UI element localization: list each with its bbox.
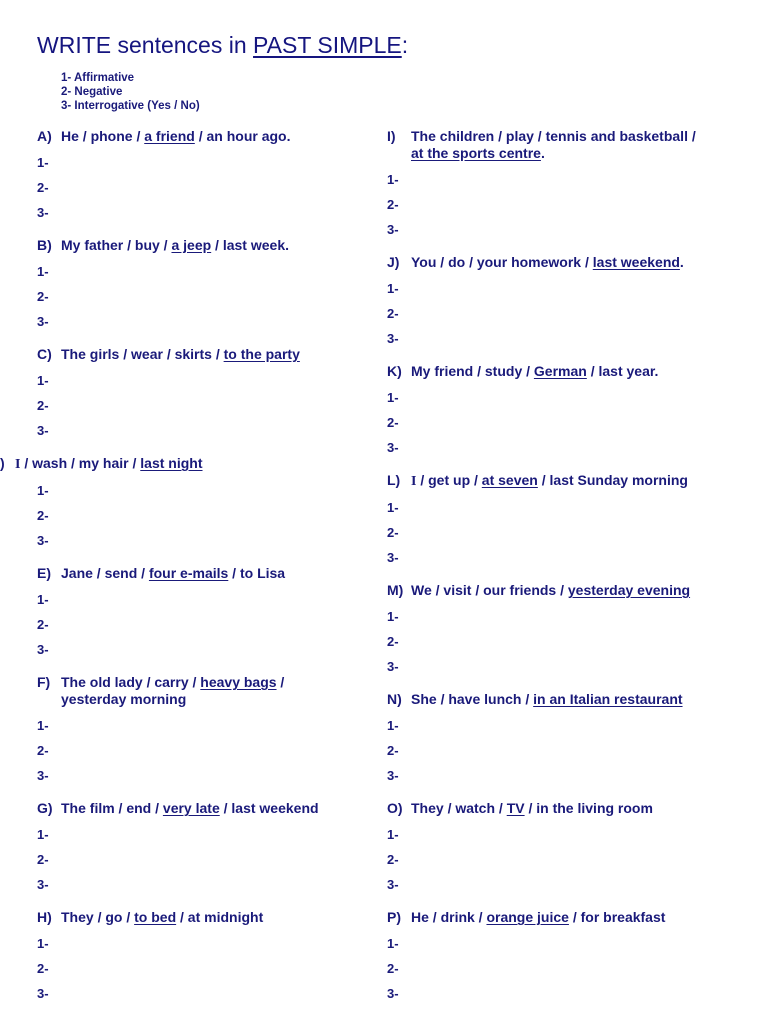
underlined-phrase: at the sports centre (411, 145, 541, 161)
answer-line-label: 2- (387, 961, 399, 976)
answer-line-label: 3- (387, 440, 399, 455)
answer-line-label: 3- (387, 550, 399, 565)
answer-line-label: 3- (387, 659, 399, 674)
prompt-text: I (411, 474, 417, 489)
answer-line-label: 1- (387, 390, 399, 405)
prompt-text: The old lady / carry / (61, 674, 201, 690)
exercise-item (37, 909, 377, 1006)
answer-lines (37, 822, 377, 897)
prompt-text: / last Sunday morning (537, 472, 688, 488)
underlined-phrase: a jeep (171, 237, 212, 253)
exercise-prompt (387, 691, 747, 708)
answer-line-label: 2- (387, 415, 399, 430)
exercise-letter: ) (0, 455, 5, 471)
exercise-item (387, 254, 747, 351)
title-suffix: : (401, 32, 409, 58)
answer-line-label: 3- (37, 986, 49, 1001)
left-column (0, 128, 377, 1018)
answer-line-label: 3- (37, 205, 49, 220)
exercise-letter: G) (37, 800, 53, 816)
underlined-phrase: four e-mails (148, 565, 229, 581)
prompt-text: / last year. (586, 363, 659, 379)
answer-line-label: 2- (37, 180, 49, 195)
answer-line-label: 3- (37, 877, 49, 892)
answer-lines (387, 167, 747, 242)
exercise-letter: H) (37, 909, 52, 925)
answer-lines (387, 495, 747, 570)
prompt-text: They / go / (61, 909, 135, 925)
underlined-phrase: at seven (481, 472, 538, 488)
answer-lines (387, 604, 747, 679)
prompt-text: / last weekend (219, 800, 319, 816)
answer-line-label: 1- (37, 827, 49, 842)
exercise-prompt (387, 472, 747, 490)
exercise-letter: I) (387, 128, 396, 144)
prompt-text: The children / play / tennis and basketball / (411, 128, 696, 144)
underlined-phrase: German (533, 363, 587, 379)
exercise-item (387, 800, 747, 897)
worksheet-title (37, 32, 408, 59)
answer-line-label: 1- (387, 609, 399, 624)
answer-line-label: 1- (37, 483, 49, 498)
exercise-prompt (387, 800, 747, 817)
underlined-phrase: last weekend (592, 254, 680, 270)
prompt-text: We / visit / our friends / (411, 582, 568, 598)
exercise-prompt (37, 909, 377, 926)
prompt-text: My father / buy / (61, 237, 172, 253)
answer-lines (387, 713, 747, 788)
answer-line-label: 1- (387, 281, 399, 296)
answer-line-label: 3- (37, 533, 49, 548)
answer-line-label: 2- (37, 617, 49, 632)
underlined-phrase: to the party (223, 346, 300, 362)
exercise-item (387, 909, 747, 1006)
prompt-text: . (540, 145, 545, 161)
exercise-prompt (37, 800, 377, 817)
answer-lines (387, 276, 747, 351)
answer-line-label: 1- (37, 936, 49, 951)
title-prefix: WRITE sentences in (37, 32, 254, 58)
exercise-letter: A) (37, 128, 52, 144)
answer-line-label: 1- (37, 592, 49, 607)
instructions-list (61, 71, 200, 113)
exercise-item (387, 472, 747, 570)
exercise-item (0, 455, 377, 553)
prompt-text: They / watch / (411, 800, 507, 816)
exercise-prompt (37, 237, 377, 254)
exercise-prompt (387, 909, 747, 926)
exercise-prompt (387, 582, 747, 599)
underlined-phrase: a friend (144, 128, 195, 144)
prompt-text: My friend / study / (411, 363, 534, 379)
exercise-prompt (387, 128, 747, 162)
answer-line-label: 3- (37, 314, 49, 329)
answer-lines (37, 931, 377, 1006)
prompt-text: / last week. (211, 237, 289, 253)
exercise-item (37, 237, 377, 334)
exercise-letter: J) (387, 254, 400, 270)
answer-line-label: 1- (387, 718, 399, 733)
answer-line-label: 3- (37, 642, 49, 657)
prompt-text: Jane / send / (61, 565, 149, 581)
answer-line-label: 1- (37, 373, 49, 388)
exercise-item (387, 582, 747, 679)
exercise-prompt (387, 363, 747, 380)
prompt-text: You / do / your homework / (411, 254, 593, 270)
answer-line-label: 2- (37, 508, 49, 523)
answer-line-label: 3- (387, 331, 399, 346)
exercise-letter: E) (37, 565, 51, 581)
answer-line-label: 1- (387, 500, 399, 515)
prompt-text: / yesterday morning (61, 674, 285, 707)
answer-line-label: 3- (387, 768, 399, 783)
underlined-phrase: very late (162, 800, 220, 816)
exercise-prompt (387, 254, 747, 271)
exercise-item (387, 691, 747, 788)
answer-lines (387, 931, 747, 1006)
exercise-item (37, 800, 377, 897)
prompt-text: / get up / (416, 472, 482, 488)
prompt-text: / to Lisa (228, 565, 286, 581)
exercise-letter: M) (387, 582, 404, 598)
underlined-phrase: in an Italian restaurant (533, 691, 683, 707)
exercise-item (37, 346, 377, 443)
answer-line-label: 3- (387, 986, 399, 1001)
exercise-item (37, 565, 377, 662)
answer-line-label: 3- (37, 768, 49, 783)
answer-line-label: 3- (387, 877, 399, 892)
answer-line-label: 2- (387, 306, 399, 321)
answer-lines (37, 587, 377, 662)
exercise-letter: P) (387, 909, 401, 925)
answer-line-label: 1- (387, 827, 399, 842)
answer-line-label: 2- (37, 852, 49, 867)
answer-lines (387, 385, 747, 460)
exercise-prompt (0, 455, 377, 473)
instruction-item: 1- Affirmative (61, 72, 135, 84)
answer-lines (387, 822, 747, 897)
prompt-text: He / phone / (61, 128, 145, 144)
prompt-text: He / drink / (411, 909, 487, 925)
answer-line-label: 2- (37, 743, 49, 758)
prompt-text: The film / end / (61, 800, 163, 816)
right-column (387, 128, 747, 1018)
answer-line-label: 2- (387, 525, 399, 540)
underlined-phrase: TV (506, 800, 525, 816)
prompt-text: . (679, 254, 684, 270)
prompt-text: / wash / my hair / (20, 455, 141, 471)
answer-line-label: 1- (37, 155, 49, 170)
instruction-item: 3- Interrogative (Yes / No) (61, 100, 200, 112)
exercise-item (37, 128, 377, 225)
exercise-item (387, 128, 747, 242)
answer-line-label: 2- (37, 398, 49, 413)
exercise-letter: B) (37, 237, 52, 253)
prompt-text: I (15, 457, 21, 472)
prompt-text: / for breakfast (568, 909, 666, 925)
exercise-prompt (37, 346, 377, 363)
underlined-phrase: orange juice (486, 909, 569, 925)
answer-line-label: 1- (387, 936, 399, 951)
prompt-text: / at midnight (176, 909, 264, 925)
answer-line-label: 2- (37, 961, 49, 976)
answer-line-label: 2- (387, 634, 399, 649)
answer-lines (37, 368, 377, 443)
prompt-text: / in the living room (524, 800, 653, 816)
answer-line-label: 3- (37, 423, 49, 438)
underlined-phrase: last night (140, 455, 203, 471)
exercise-letter: N) (387, 691, 402, 707)
prompt-text: The girls / wear / skirts / (61, 346, 224, 362)
exercise-letter: K) (387, 363, 402, 379)
exercise-prompt (37, 565, 377, 582)
exercise-letter: F) (37, 674, 51, 690)
answer-line-label: 1- (37, 264, 49, 279)
answer-line-label: 1- (387, 172, 399, 187)
exercise-letter: L) (387, 472, 401, 488)
exercise-item (387, 363, 747, 460)
answer-line-label: 2- (387, 852, 399, 867)
answer-lines (37, 713, 377, 788)
answer-lines (37, 150, 377, 225)
exercise-item (37, 674, 377, 788)
exercise-prompt (37, 128, 377, 145)
answer-line-label: 3- (387, 222, 399, 237)
answer-lines (37, 478, 377, 553)
answer-line-label: 2- (37, 289, 49, 304)
instruction-item: 2- Negative (61, 86, 123, 98)
answer-line-label: 2- (387, 743, 399, 758)
prompt-text: She / have lunch / (411, 691, 534, 707)
exercise-letter: C) (37, 346, 52, 362)
title-emphasis: PAST SIMPLE (253, 32, 402, 58)
answer-line-label: 2- (387, 197, 399, 212)
answer-line-label: 1- (37, 718, 49, 733)
exercise-prompt (37, 674, 377, 708)
prompt-text: / an hour ago. (194, 128, 291, 144)
underlined-phrase: to bed (134, 909, 177, 925)
underlined-phrase: yesterday evening (567, 582, 691, 598)
underlined-phrase: heavy bags (200, 674, 277, 690)
exercise-letter: O) (387, 800, 403, 816)
answer-lines (37, 259, 377, 334)
